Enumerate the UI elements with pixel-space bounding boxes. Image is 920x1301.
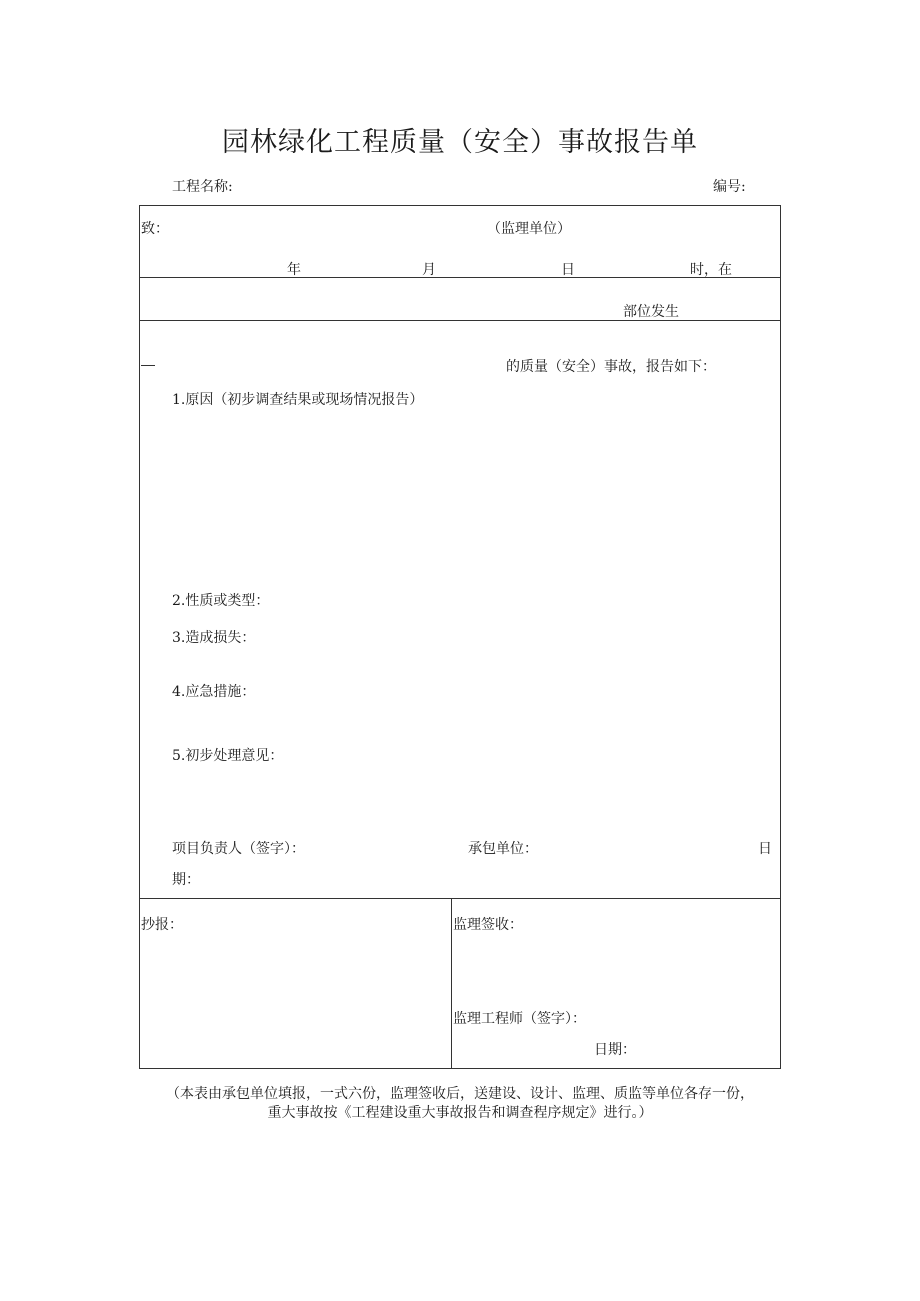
cc-label: 抄报： bbox=[141, 917, 183, 933]
project-name-label: 工程名称: bbox=[172, 179, 233, 195]
blank-line bbox=[141, 365, 155, 366]
supervisor-engineer-signature-label: 监理工程师（签字）： bbox=[453, 1011, 586, 1027]
emergency-item: 4.应急措施： bbox=[172, 684, 256, 700]
opinion-item: 5.初步处理意见： bbox=[172, 748, 284, 764]
month-label: 月 bbox=[422, 262, 436, 278]
cause-item: 1.原因（初步调查结果或现场情况报告） bbox=[172, 392, 424, 408]
hour-at-label: 时，在 bbox=[690, 262, 732, 278]
page-title: 园林绿化工程质量（安全）事故报告单 bbox=[222, 127, 698, 158]
footnote-line-2: 重大事故按《工程建设重大事故报告和调查程序规定》进行。） bbox=[267, 1105, 653, 1121]
row-divider bbox=[139, 277, 781, 278]
to-label: 致： bbox=[141, 221, 169, 237]
location-occurred-label: 部位发生 bbox=[623, 304, 679, 320]
row-divider bbox=[139, 320, 781, 321]
date-label-part1: 日 bbox=[758, 841, 772, 857]
project-leader-signature-label: 项目负责人（签字）： bbox=[172, 841, 305, 857]
number-label: 编号: bbox=[713, 179, 746, 195]
column-divider bbox=[451, 898, 452, 1069]
day-label: 日 bbox=[561, 262, 575, 278]
nature-item: 2.性质或类型： bbox=[172, 593, 270, 609]
year-label: 年 bbox=[287, 262, 301, 278]
supervisor-date-label: 日期： bbox=[594, 1042, 636, 1058]
row-divider bbox=[139, 898, 781, 899]
loss-item: 3.造成损失： bbox=[172, 630, 256, 646]
date-label-part2: 期： bbox=[172, 872, 200, 888]
contractor-label: 承包单位： bbox=[468, 841, 538, 857]
supervisor-receipt-label: 监理签收： bbox=[453, 917, 523, 933]
accident-report-intro: 的质量（安全）事故，报告如下： bbox=[506, 359, 716, 375]
footnote-line-1: （本表由承包单位填报，一式六份，监理签收后，送建设、设计、监理、质监等单位各存一份， bbox=[166, 1086, 754, 1102]
supervisor-unit-label: （监理单位） bbox=[487, 221, 571, 237]
